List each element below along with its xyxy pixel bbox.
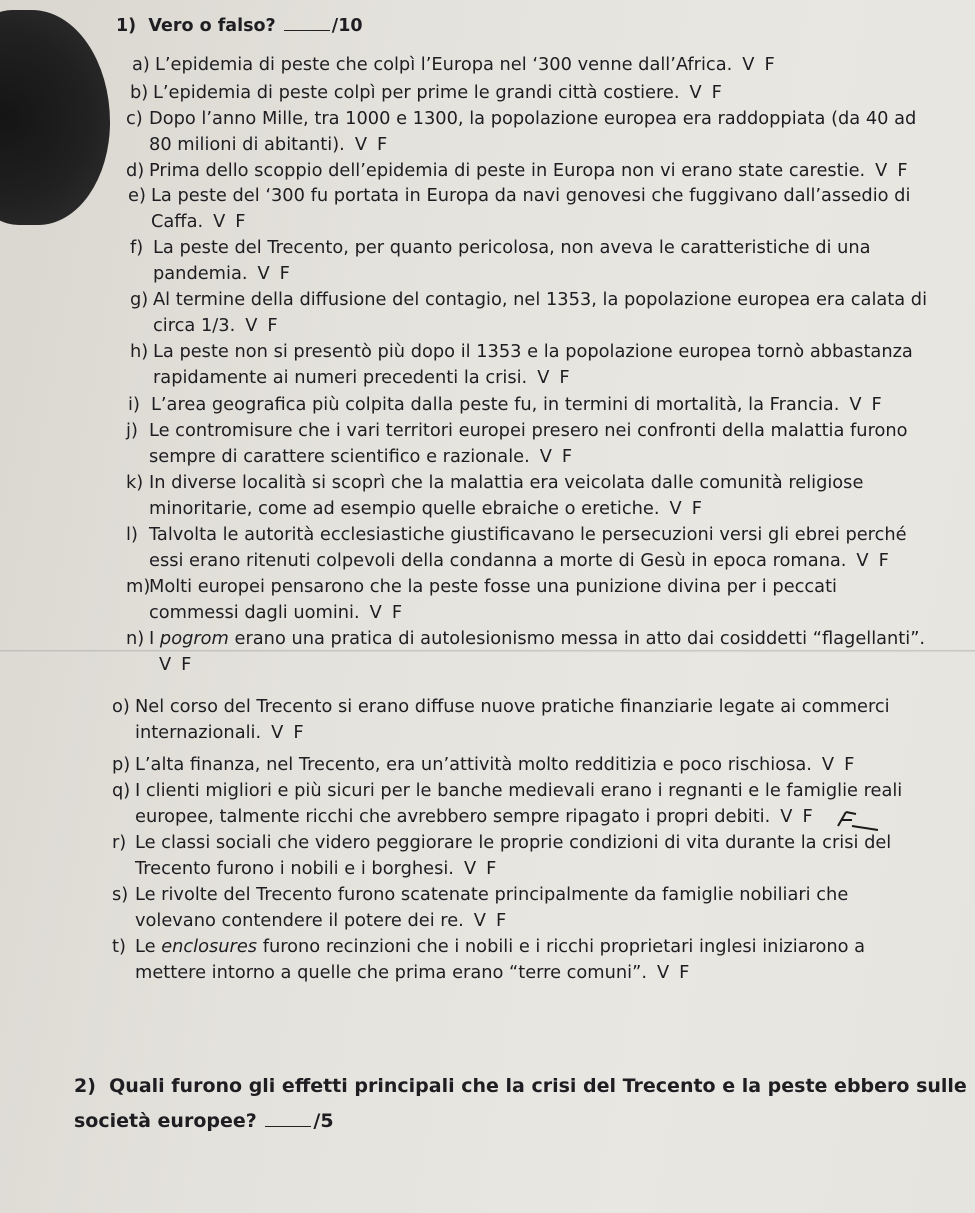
tf-item-line bbox=[112, 694, 890, 720]
tf-item bbox=[132, 52, 785, 78]
true-false-options[interactable] bbox=[742, 54, 784, 75]
tf-item bbox=[126, 574, 837, 626]
tf-item-line bbox=[126, 132, 916, 158]
true-false-options[interactable] bbox=[258, 263, 300, 284]
item-text: La peste del Trecento, per quanto pericolosa, non aveva le caratteristiche di una bbox=[153, 237, 871, 258]
tf-item-line bbox=[130, 365, 913, 391]
item-letter: g) bbox=[130, 289, 149, 310]
tf-item bbox=[112, 882, 848, 934]
option-vero[interactable]: V bbox=[245, 315, 258, 336]
item-text: Talvolta le autorità ecclesiastiche giustificavano le persecuzioni versi gli ebrei perché bbox=[149, 524, 907, 545]
tf-item bbox=[130, 235, 871, 287]
true-false-options[interactable] bbox=[780, 806, 822, 827]
score-blank bbox=[265, 1125, 311, 1127]
option-vero[interactable]: V bbox=[669, 498, 682, 519]
true-false-options[interactable] bbox=[474, 910, 516, 931]
item-letter: o) bbox=[112, 696, 130, 717]
question-1-heading bbox=[116, 16, 363, 36]
item-text: Le contromisure che i vari territori europei presero nei confronti della malattia furono bbox=[149, 420, 908, 441]
option-falso[interactable]: F bbox=[559, 367, 570, 388]
tf-item-line bbox=[126, 626, 925, 652]
option-falso[interactable]: F bbox=[376, 134, 388, 155]
handwritten-mark bbox=[832, 806, 884, 832]
item-letter: j) bbox=[126, 420, 138, 441]
true-false-options[interactable] bbox=[537, 367, 579, 388]
item-letter: f) bbox=[130, 237, 144, 258]
item-text: rapidamente ai numeri precedenti la crisi. bbox=[153, 367, 528, 388]
true-false-options[interactable] bbox=[670, 498, 712, 519]
item-letter: q) bbox=[112, 780, 131, 801]
option-falso[interactable]: F bbox=[878, 550, 889, 571]
item-text: L’epidemia di peste colpì per prime le grandi città costiere. bbox=[153, 82, 680, 103]
tf-item-line bbox=[126, 418, 908, 444]
tf-item-line bbox=[126, 470, 863, 496]
option-vero[interactable]: V bbox=[537, 367, 550, 388]
option-falso[interactable]: F bbox=[691, 498, 702, 519]
option-vero[interactable]: V bbox=[463, 858, 477, 879]
item-text: internazionali. bbox=[135, 722, 262, 743]
item-text: Trecento furono i nobili e i borghesi. bbox=[135, 858, 454, 879]
score-blank bbox=[284, 29, 330, 31]
tf-item bbox=[126, 522, 907, 574]
tf-item bbox=[130, 287, 927, 339]
question-title-line-2: società europee? bbox=[74, 1110, 257, 1132]
tf-item bbox=[126, 158, 918, 184]
item-text: Molti europei pensarono che la peste fosse una punizione divina per i peccati bbox=[149, 576, 837, 597]
option-falso[interactable]: F bbox=[486, 858, 497, 879]
tf-item-line bbox=[112, 882, 848, 908]
tf-item-line bbox=[130, 261, 871, 287]
tf-item bbox=[126, 626, 925, 678]
tf-item bbox=[128, 183, 910, 235]
item-text: sempre di carattere scientifico e razionale. bbox=[149, 446, 530, 467]
option-falso[interactable]: F bbox=[711, 82, 722, 103]
tf-item-line bbox=[128, 209, 910, 235]
item-text: commessi dagli uomini. bbox=[149, 602, 360, 623]
item-text: volevano contendere il potere dei re. bbox=[135, 910, 464, 931]
item-text: minoritarie, come ad esempio quelle ebraiche o eretiche. bbox=[149, 498, 660, 519]
item-text: Le enclosures furono recinzioni che i nobili e i ricchi proprietari inglesi iniziarono a bbox=[135, 936, 866, 957]
item-letter: r) bbox=[112, 832, 127, 853]
option-vero[interactable]: V bbox=[656, 962, 670, 983]
option-falso[interactable]: F bbox=[279, 263, 290, 284]
item-letter: e) bbox=[128, 185, 146, 206]
item-text: La peste del ‘300 fu portata in Europa da navi genovesi che fuggivano dall’assedio di bbox=[151, 185, 911, 206]
true-false-options[interactable] bbox=[159, 654, 201, 675]
tf-item-line bbox=[112, 752, 864, 778]
tf-item bbox=[126, 418, 908, 470]
tf-item-line bbox=[132, 52, 785, 78]
tf-item bbox=[112, 778, 902, 830]
item-letter: h) bbox=[130, 341, 149, 362]
question-title: Vero o falso? bbox=[148, 16, 276, 36]
option-vero[interactable]: V bbox=[369, 602, 382, 623]
tf-item-line bbox=[126, 574, 837, 600]
item-text: I clienti migliori e più sicuri per le banche medievali erano i regnanti e le famiglie reali bbox=[135, 780, 903, 801]
tf-item-line bbox=[112, 908, 848, 934]
option-vero[interactable]: V bbox=[213, 211, 226, 232]
item-text: pandemia. bbox=[153, 263, 248, 284]
true-false-options[interactable] bbox=[875, 160, 917, 181]
item-letter: d) bbox=[126, 160, 145, 181]
option-vero[interactable]: V bbox=[689, 82, 702, 103]
option-falso[interactable]: F bbox=[391, 602, 403, 623]
tf-item-line bbox=[130, 80, 732, 106]
option-falso[interactable]: F bbox=[871, 394, 882, 415]
tf-item-line bbox=[126, 600, 837, 626]
question-number: 1) bbox=[116, 16, 137, 36]
item-text: Le rivolte del Trecento furono scatenate principalmente da famiglie nobiliari che bbox=[135, 884, 849, 905]
tf-item-line bbox=[112, 830, 891, 856]
item-text: Dopo l’anno Mille, tra 1000 e 1300, la popolazione europea era raddoppiata (da 40 ad bbox=[149, 108, 917, 129]
tf-item bbox=[112, 694, 890, 746]
tf-item-line bbox=[112, 934, 865, 960]
score-label: /10 bbox=[331, 16, 363, 36]
question-2-heading-line-2 bbox=[74, 1110, 334, 1132]
item-text: mettere intorno a quelle che prima erano “terre comuni”. bbox=[135, 962, 647, 983]
option-falso[interactable]: F bbox=[844, 754, 855, 775]
item-text: europee, talmente ricchi che avrebbero sempre ripagato i propri debiti. bbox=[135, 806, 771, 827]
tf-item-line bbox=[112, 960, 865, 986]
item-letter: t) bbox=[112, 936, 126, 957]
tf-item-line bbox=[130, 235, 871, 261]
option-vero[interactable]: V bbox=[257, 263, 270, 284]
item-letter: n) bbox=[126, 628, 145, 649]
tf-item-line bbox=[126, 158, 918, 184]
option-vero[interactable]: V bbox=[159, 654, 172, 675]
option-vero[interactable]: V bbox=[473, 910, 486, 931]
option-falso[interactable]: F bbox=[802, 806, 813, 827]
true-false-options[interactable] bbox=[856, 550, 898, 571]
option-falso[interactable]: F bbox=[267, 315, 278, 336]
true-false-options[interactable] bbox=[849, 394, 891, 415]
option-falso[interactable]: F bbox=[764, 54, 775, 75]
tf-item-line bbox=[128, 183, 910, 209]
tf-item-line bbox=[126, 444, 908, 470]
option-falso[interactable]: F bbox=[495, 910, 507, 931]
tf-item bbox=[130, 80, 732, 106]
item-letter: m) bbox=[126, 576, 151, 597]
tf-item bbox=[112, 934, 865, 986]
option-falso[interactable]: F bbox=[235, 211, 246, 232]
true-false-options[interactable] bbox=[689, 82, 731, 103]
option-vero[interactable]: V bbox=[875, 160, 888, 181]
item-text: Prima dello scoppio dell’epidemia di peste in Europa non vi erano state carestie. bbox=[149, 160, 866, 181]
tf-item bbox=[126, 470, 863, 522]
true-false-options[interactable] bbox=[464, 858, 506, 879]
tf-item-line bbox=[126, 652, 925, 678]
tf-item-line bbox=[126, 106, 916, 132]
option-vero[interactable]: V bbox=[742, 54, 755, 75]
option-vero[interactable]: V bbox=[821, 754, 835, 775]
thumb-shadow bbox=[0, 10, 110, 225]
option-falso[interactable]: F bbox=[561, 446, 573, 467]
item-letter: i) bbox=[128, 394, 140, 415]
tf-item-line bbox=[130, 339, 913, 365]
option-vero[interactable]: V bbox=[539, 446, 552, 467]
item-text: 80 milioni di abitanti). bbox=[149, 134, 345, 155]
option-vero[interactable]: V bbox=[271, 722, 284, 743]
item-letter: c) bbox=[126, 108, 143, 129]
tf-item bbox=[128, 392, 892, 418]
item-letter: l) bbox=[126, 524, 138, 545]
tf-item-line bbox=[130, 287, 927, 313]
item-letter: k) bbox=[126, 472, 144, 493]
question-number: 2) bbox=[74, 1075, 96, 1097]
item-letter: a) bbox=[132, 54, 150, 75]
item-letter: p) bbox=[112, 754, 131, 775]
option-falso[interactable]: F bbox=[897, 160, 908, 181]
true-false-options[interactable] bbox=[822, 754, 864, 775]
true-false-options[interactable] bbox=[355, 134, 397, 155]
tf-item-line bbox=[126, 522, 907, 548]
tf-item bbox=[130, 339, 913, 391]
item-text: In diverse località si scoprì che la malattia era veicolata dalle comunità religiose bbox=[149, 472, 864, 493]
item-text: Al termine della diffusione del contagio, nel 1353, la popolazione europea era calata di bbox=[153, 289, 928, 310]
option-vero[interactable]: V bbox=[856, 550, 869, 571]
score-label: /5 bbox=[313, 1110, 334, 1132]
item-text: L’epidemia di peste che colpì l’Europa nel ‘300 venne dall’Africa. bbox=[155, 54, 733, 75]
item-text: I pogrom erano una pratica di autolesionismo messa in atto dai cosiddetti “flagellanti”. bbox=[149, 628, 926, 649]
item-text: L’area geografica più colpita dalla peste fu, in termini di mortalità, la Francia. bbox=[151, 394, 840, 415]
tf-item-line bbox=[112, 856, 891, 882]
tf-item-line bbox=[130, 313, 927, 339]
option-vero[interactable]: V bbox=[849, 394, 862, 415]
true-false-options[interactable] bbox=[245, 315, 287, 336]
item-text: circa 1/3. bbox=[153, 315, 236, 336]
true-false-options[interactable] bbox=[540, 446, 582, 467]
option-vero[interactable]: V bbox=[354, 134, 367, 155]
tf-item bbox=[112, 752, 864, 778]
option-falso[interactable]: F bbox=[181, 654, 192, 675]
tf-item-line bbox=[112, 720, 890, 746]
item-letter: s) bbox=[112, 884, 129, 905]
true-false-options[interactable] bbox=[657, 962, 699, 983]
item-text: essi erano ritenuti colpevoli della condanna a morte di Gesù in epoca romana. bbox=[149, 550, 847, 571]
item-letter: b) bbox=[130, 82, 149, 103]
tf-item bbox=[112, 830, 891, 882]
true-false-options[interactable] bbox=[213, 211, 255, 232]
item-text: Caffa. bbox=[151, 211, 204, 232]
tf-item-line bbox=[112, 778, 902, 804]
option-vero[interactable]: V bbox=[780, 806, 793, 827]
question-2-heading bbox=[74, 1075, 967, 1097]
item-text: L’alta finanza, nel Trecento, era un’attività molto redditizia e poco rischiosa. bbox=[135, 754, 812, 775]
question-title-line-1: Quali furono gli effetti principali che la crisi del Trecento e la peste ebbero sulle bbox=[109, 1075, 967, 1097]
option-falso[interactable]: F bbox=[679, 962, 690, 983]
tf-item-line bbox=[128, 392, 892, 418]
tf-item-line bbox=[126, 496, 863, 522]
tf-item-line bbox=[112, 804, 902, 830]
item-text: Le classi sociali che videro peggiorare le proprie condizioni di vita durante la crisi del bbox=[135, 832, 892, 853]
option-falso[interactable]: F bbox=[293, 722, 304, 743]
true-false-options[interactable] bbox=[370, 602, 412, 623]
item-text: La peste non si presentò più dopo il 1353 e la popolazione europea tornò abbastanza bbox=[153, 341, 913, 362]
true-false-options[interactable] bbox=[271, 722, 313, 743]
tf-item bbox=[126, 106, 916, 158]
tf-item-line bbox=[126, 548, 907, 574]
item-text: Nel corso del Trecento si erano diffuse nuove pratiche finanziarie legate ai commerci bbox=[135, 696, 890, 717]
